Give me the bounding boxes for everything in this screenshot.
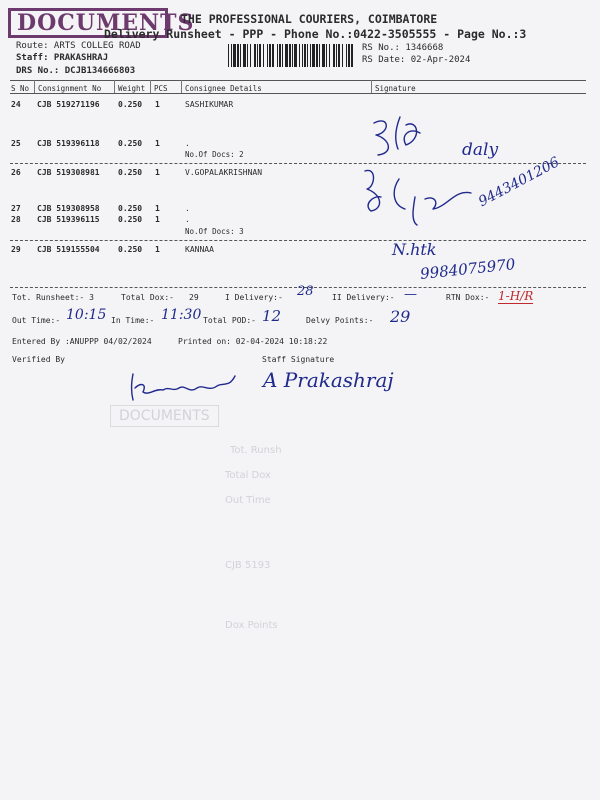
col-header-consignment: Consignment No xyxy=(38,84,102,93)
printed-on: Printed on: 02-04-2024 10:18:22 xyxy=(178,337,328,346)
barcode-bar xyxy=(259,44,261,67)
barcode-bar xyxy=(299,44,300,67)
row-sno: 28 xyxy=(11,215,21,224)
handwritten-name: N.htk xyxy=(392,240,437,259)
barcode-bar xyxy=(282,44,283,67)
rtn-dox-value: 1-H/R xyxy=(498,289,534,303)
bleed-through-text: Tot. Runsh xyxy=(230,445,282,456)
barcode-bar xyxy=(322,44,325,67)
row-pcs: 1 xyxy=(155,215,160,224)
barcode-bar xyxy=(307,44,308,67)
barcode-bar xyxy=(289,44,291,67)
row-sno: 29 xyxy=(11,245,21,254)
table-top-rule xyxy=(10,80,586,81)
row-consignee: KANNAA xyxy=(185,245,214,254)
total-pod-value: 12 xyxy=(262,307,282,325)
total-dox-value: 29 xyxy=(189,293,199,302)
barcode-bar xyxy=(316,44,318,67)
out-time-label: Out Time:- xyxy=(12,316,61,325)
row-weight: 0.250 xyxy=(118,139,143,148)
barcode-bar xyxy=(285,44,288,67)
route-label: Route: ARTS COLLEG ROAD xyxy=(16,41,141,51)
ii-delivery-value: — xyxy=(404,287,417,302)
row-consignment: CJB 519155504 xyxy=(37,245,100,254)
barcode-bar xyxy=(348,44,350,67)
row-weight: 0.250 xyxy=(118,245,143,254)
documents-stamp: DOCUMENTS xyxy=(8,8,168,38)
barcode-bar xyxy=(342,44,343,67)
row-consignee: SASHIKUMAR xyxy=(185,100,234,109)
row-consignment: CJB 519396115 xyxy=(37,215,100,224)
handwritten-phone: 9443401206 xyxy=(476,154,563,211)
docs-count-note: No.Of Docs: 2 xyxy=(185,150,244,159)
bleed-through-text: Dox Points xyxy=(225,620,278,631)
row-consignee: . xyxy=(185,204,190,213)
bleed-through-text: Total Dox xyxy=(225,470,271,481)
bleed-through-text: Out Time xyxy=(225,495,271,506)
barcode-bar xyxy=(304,44,306,67)
barcode-bar xyxy=(277,44,278,67)
col-header-consignee: Consignee Details xyxy=(185,84,262,93)
rs-date: RS Date: 02-Apr-2024 xyxy=(362,55,471,65)
col-header-sno: S No xyxy=(11,84,30,93)
barcode-bar xyxy=(336,44,337,67)
row-pcs: 1 xyxy=(155,168,160,177)
barcode-bar xyxy=(243,44,246,67)
handwritten-phone: 9984075970 xyxy=(419,255,517,283)
barcode-bar xyxy=(310,44,311,67)
barcode-bar xyxy=(267,44,268,67)
col-header-pcs: PCS xyxy=(154,84,168,93)
row-consignment: CJB 519396118 xyxy=(37,139,100,148)
column-divider xyxy=(114,80,115,93)
row-weight: 0.250 xyxy=(118,204,143,213)
row-separator xyxy=(10,240,586,241)
docs-count-note: No.Of Docs: 3 xyxy=(185,227,244,236)
barcode-bar xyxy=(250,44,251,67)
column-divider xyxy=(371,80,372,93)
row-pcs: 1 xyxy=(155,139,160,148)
row-pcs: 1 xyxy=(155,245,160,254)
row-consignment: CJB 519308981 xyxy=(37,168,100,177)
column-divider xyxy=(181,80,182,93)
handwritten-note: daly xyxy=(462,140,499,160)
row-sno: 26 xyxy=(11,168,21,177)
row-weight: 0.250 xyxy=(118,100,143,109)
row-weight: 0.250 xyxy=(118,168,143,177)
runsheet-subtitle: Delivery Runsheet - PPP - Phone No.:0422-3505555 - Page No.:3 xyxy=(104,27,527,41)
staff-signature: A Prakashraj xyxy=(263,368,394,392)
i-delivery-label: I Delivery:- xyxy=(225,293,283,302)
barcode-bar xyxy=(312,44,315,67)
in-time-label: In Time:- xyxy=(111,316,155,325)
barcode-bar xyxy=(269,44,271,67)
col-header-weight: Weight xyxy=(118,84,146,93)
drs-number: DRS No.: DCJB134666803 xyxy=(16,66,136,76)
barcode-bar xyxy=(302,44,303,67)
row-weight: 0.250 xyxy=(118,215,143,224)
barcode-bar xyxy=(294,44,297,67)
barcode-bar xyxy=(247,44,248,67)
ii-delivery-label: II Delivery:- xyxy=(332,293,395,302)
i-delivery-value: 28 xyxy=(297,284,314,299)
barcode-bar xyxy=(233,44,236,67)
barcode-bar xyxy=(326,44,327,67)
company-name: THE PROFESSIONAL COURIERS, COIMBATORE xyxy=(181,12,438,26)
barcode-bar xyxy=(257,44,258,67)
tot-runsheet: Tot. Runsheet:- 3 xyxy=(12,293,94,302)
barcode-bar xyxy=(263,44,264,67)
barcode-bar xyxy=(346,44,347,67)
delvy-points-value: 29 xyxy=(390,307,411,326)
row-consignee: . xyxy=(185,215,190,224)
row-pcs: 1 xyxy=(155,100,160,109)
barcode-bar xyxy=(254,44,256,67)
verifier-signature xyxy=(125,362,250,407)
row-consignment: CJB 519271196 xyxy=(37,100,100,109)
row-consignment: CJB 519308958 xyxy=(37,204,100,213)
rtn-dox-label: RTN Dox:- xyxy=(446,293,490,302)
barcode-bar xyxy=(240,44,241,67)
in-time-value: 11:30 xyxy=(161,307,202,323)
row-consignee: V.GOPALAKRISHNAN xyxy=(185,168,263,177)
column-divider xyxy=(150,80,151,93)
barcode-bar xyxy=(231,44,232,67)
row-consignee: . xyxy=(185,139,190,148)
staff-signature-label: Staff Signature xyxy=(262,355,335,364)
barcode-bar xyxy=(292,44,293,67)
barcode-bar xyxy=(228,44,229,67)
barcode-bar xyxy=(272,44,274,67)
staff-label: Staff: PRAKASHRAJ xyxy=(16,53,109,63)
barcode-bar xyxy=(351,44,353,67)
barcode-bar xyxy=(279,44,281,67)
rs-number: RS No.: 1346668 xyxy=(362,43,444,53)
table-header-rule xyxy=(10,93,586,94)
row-sno: 25 xyxy=(11,139,21,148)
barcode-bar xyxy=(333,44,335,67)
row-sno: 24 xyxy=(11,100,21,109)
total-pod-label: Total POD:- xyxy=(203,316,256,325)
entered-by: Entered By :ANUPPP 04/02/2024 xyxy=(12,337,152,346)
verified-by-label: Verified By xyxy=(12,355,65,364)
barcode-bar xyxy=(338,44,340,67)
barcode-bar xyxy=(329,44,330,67)
col-header-signature: Signature xyxy=(375,84,416,93)
delvy-points-label: Delvy Points:- xyxy=(306,316,374,325)
barcode-graphic xyxy=(228,44,353,67)
bleed-through-text: CJB 5193 xyxy=(225,560,271,571)
total-dox-label: Total Dox:- xyxy=(121,293,174,302)
bleed-through-text: DOCUMENTS xyxy=(110,405,219,427)
barcode-bar xyxy=(319,44,320,67)
row-pcs: 1 xyxy=(155,204,160,213)
barcode-bar xyxy=(237,44,239,67)
column-divider xyxy=(34,80,35,93)
out-time-value: 10:15 xyxy=(66,307,107,323)
row-sno: 27 xyxy=(11,204,21,213)
